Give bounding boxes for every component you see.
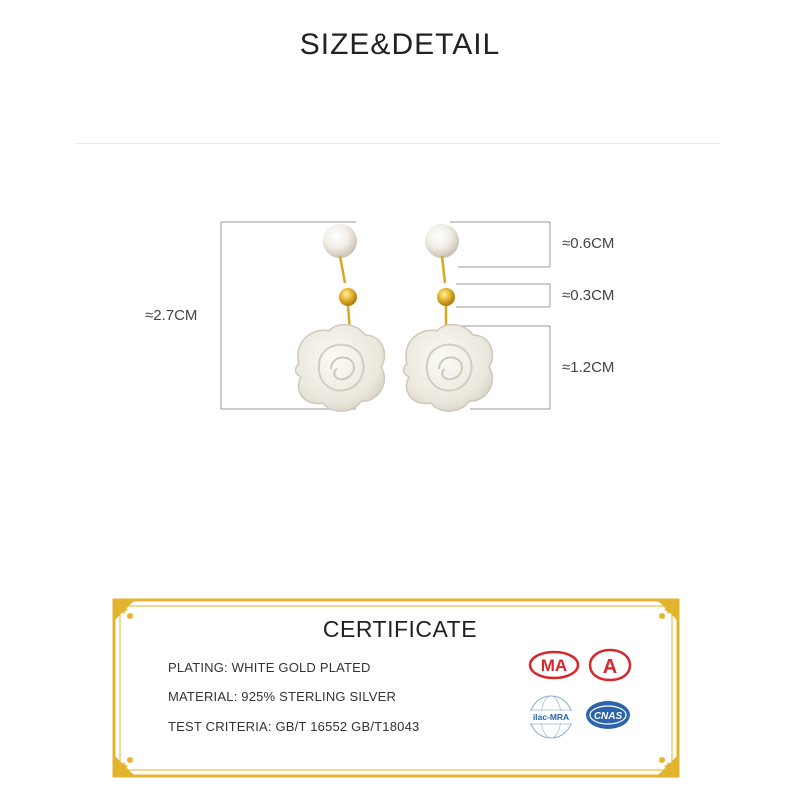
cnas-logo-text: CNAS	[593, 711, 623, 722]
pearl-size-label: ≈0.6CM	[562, 235, 615, 252]
pearl-bracket	[450, 222, 550, 267]
ilac-logo-text: ilac-MRA	[532, 712, 570, 722]
certificate-title: CERTIFICATE	[322, 616, 478, 642]
earring-left	[296, 224, 385, 411]
cnas-logo	[584, 698, 632, 732]
page-title: SIZE&DETAIL	[299, 28, 501, 61]
cma-logo	[528, 650, 580, 680]
earrings-dimension-diagram	[0, 195, 800, 435]
ilac-mra-logo	[528, 694, 574, 740]
test-criteria-line: TEST CRITERIA: GB/T 16552 GB/T18043	[168, 719, 420, 734]
cal-logo-text: A	[602, 656, 618, 678]
cma-logo-text: MA	[540, 656, 568, 675]
bead-size-label: ≈0.3CM	[562, 287, 615, 304]
plating-line: PLATING: WHITE GOLD PLATED	[168, 660, 371, 675]
material-line: MATERIAL: 925% STERLING SILVER	[168, 689, 397, 704]
earring-right	[404, 224, 493, 411]
total-length-label: ≈2.7CM	[145, 307, 198, 324]
cal-logo	[588, 648, 632, 682]
flower-size-label: ≈1.2CM	[562, 359, 615, 376]
divider	[76, 143, 720, 144]
bead-bracket	[456, 284, 550, 307]
